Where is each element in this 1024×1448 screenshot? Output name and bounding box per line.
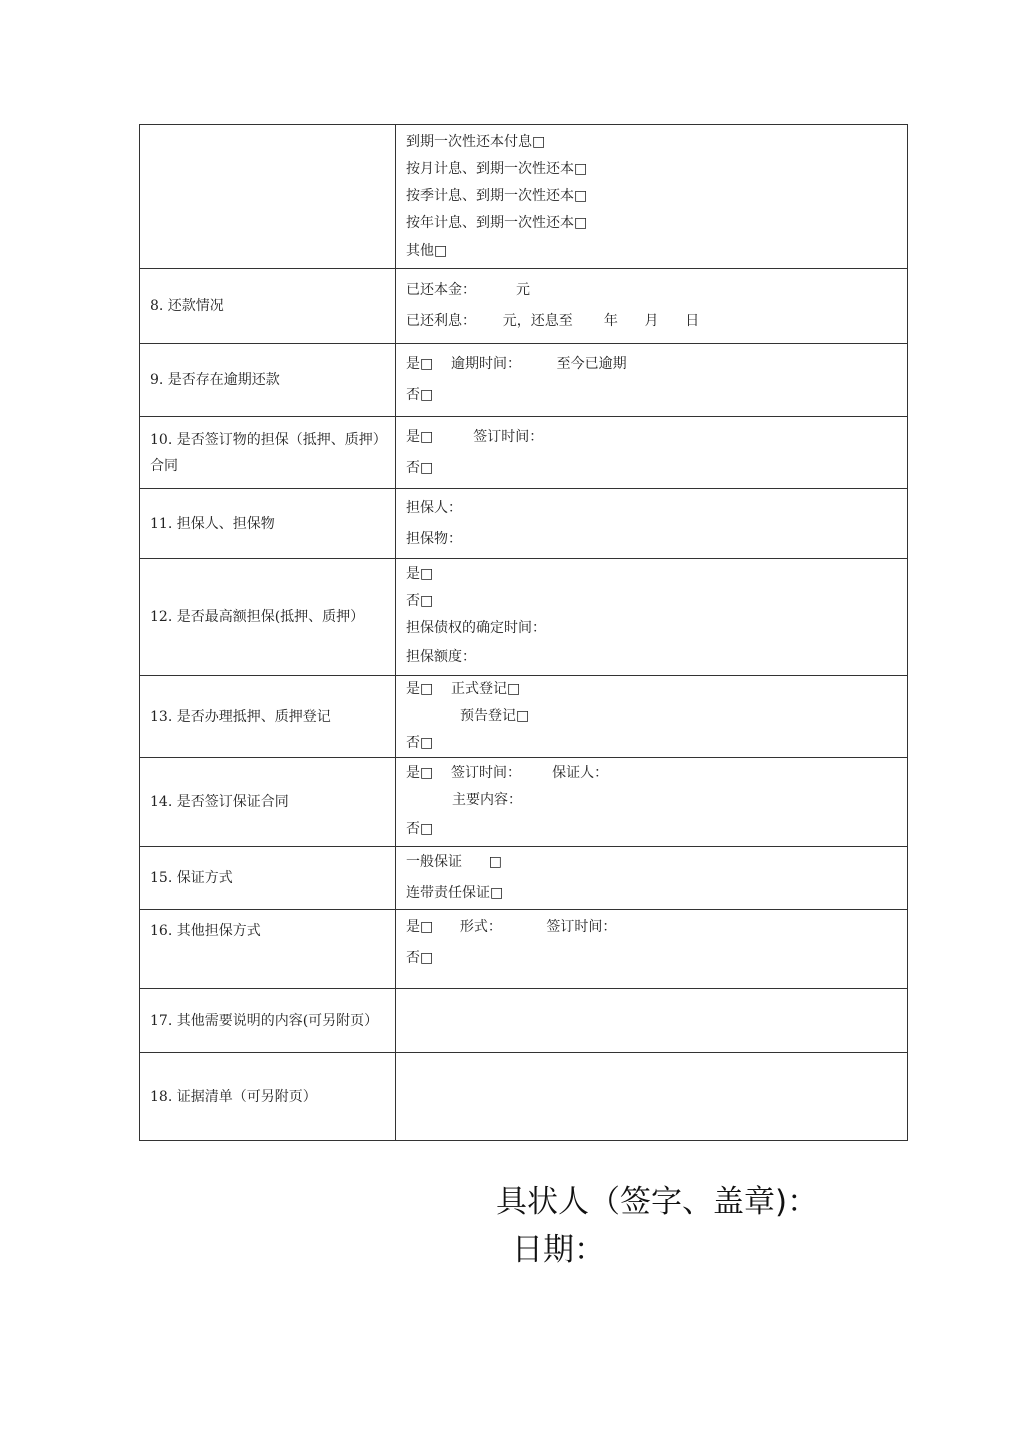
row-label-evidence-list: 18. 证据清单（可另附页） — [140, 1053, 396, 1141]
overdue-yes: 是□ 逾期时间： 至今已逾期 — [406, 356, 627, 372]
registration-content — [396, 676, 908, 758]
option-monthly-interest: 按月计息、到期一次性还本□ — [406, 160, 588, 177]
row-label-collateral-contract: 10. 是否签订物的担保（抵押、质押）合同 — [140, 417, 396, 489]
table-row — [140, 269, 908, 344]
pre-registration: 预告登记□ — [460, 708, 530, 724]
table-row — [140, 1053, 908, 1141]
row-label-repayment-status: 8. 还款情况 — [140, 269, 396, 344]
collateral-contract-content — [396, 417, 908, 489]
complaint-form-table — [139, 124, 908, 1141]
interest-repaid: 已还利息： 元，还息至 年 月 日 — [406, 313, 700, 329]
other-guarantee-yes: 是□ 形式： 签订时间： — [406, 919, 617, 935]
table-row — [140, 676, 908, 758]
table-row — [140, 417, 908, 489]
row-label-registration: 13. 是否办理抵押、质押登记 — [140, 676, 396, 758]
collateral-contract-yes: 是□ 签订时间： — [406, 428, 544, 445]
row-label-repayment-method — [140, 125, 396, 269]
joint-liability-guarantee: 连带责任保证□ — [406, 885, 504, 901]
row-label-guarantee-type: 15. 保证方式 — [140, 847, 396, 910]
max-guarantee-yes: 是□ — [406, 566, 434, 582]
other-guarantee-content — [396, 910, 908, 989]
row-label-max-guarantee: 12. 是否最高额担保(抵押、质押） — [140, 559, 396, 676]
table-row — [140, 989, 908, 1053]
other-notes-content — [396, 989, 908, 1053]
registration-yes: 是□ 正式登记□ — [406, 681, 521, 697]
table-row — [140, 344, 908, 417]
row-label-guarantor: 11. 担保人、担保物 — [140, 489, 396, 559]
guarantee-property: 担保物： — [406, 530, 462, 547]
option-annual-interest: 按年计息、到期一次性还本□ — [406, 214, 588, 231]
collateral-contract-no: 否□ — [406, 459, 434, 476]
option-lump-sum: 到期一次性还本付息□ — [406, 133, 546, 150]
guarantee-contract-yes: 是□ 签订时间： 保证人： — [406, 764, 609, 781]
repayment-method-options — [396, 125, 908, 269]
option-quarterly-interest: 按季计息、到期一次性还本□ — [406, 187, 588, 204]
max-guarantee-content — [396, 559, 908, 676]
table-row — [140, 559, 908, 676]
row-label-guarantee-contract: 14. 是否签订保证合同 — [140, 758, 396, 847]
table-row — [140, 489, 908, 559]
guarantee-debt-date: 担保债权的确定时间： — [406, 620, 546, 636]
overdue-no: 否□ — [406, 387, 434, 403]
principal-repaid: 已还本金： 元 — [406, 282, 531, 298]
guarantee-contract-no: 否□ — [406, 820, 434, 837]
repayment-status-content — [396, 269, 908, 344]
max-guarantee-no: 否□ — [406, 593, 434, 609]
row-label-other-notes: 17. 其他需要说明的内容(可另附页） — [140, 989, 396, 1053]
table-row — [140, 847, 908, 910]
option-other: 其他□ — [406, 242, 448, 259]
overdue-content — [396, 344, 908, 417]
table-row — [140, 758, 908, 847]
guarantee-amount: 担保额度： — [406, 649, 476, 665]
row-label-overdue: 9. 是否存在逾期还款 — [140, 344, 396, 417]
general-guarantee: 一般保证 □ — [406, 854, 502, 870]
guarantor-person: 担保人： — [406, 499, 462, 516]
main-content: 主要内容： — [452, 791, 522, 808]
guarantee-type-content — [396, 847, 908, 910]
other-guarantee-no: 否□ — [406, 950, 434, 966]
date-label: 日期： — [512, 1232, 605, 1268]
evidence-list-content — [396, 1053, 908, 1141]
table-row — [140, 910, 908, 989]
guarantee-contract-content — [396, 758, 908, 847]
table-row — [140, 125, 908, 269]
row-label-other-guarantee: 16. 其他担保方式 — [140, 910, 396, 989]
registration-no: 否□ — [406, 735, 434, 751]
declarant-signature-label: 具状人（签字、盖章)： — [496, 1184, 819, 1220]
guarantor-content — [396, 489, 908, 559]
